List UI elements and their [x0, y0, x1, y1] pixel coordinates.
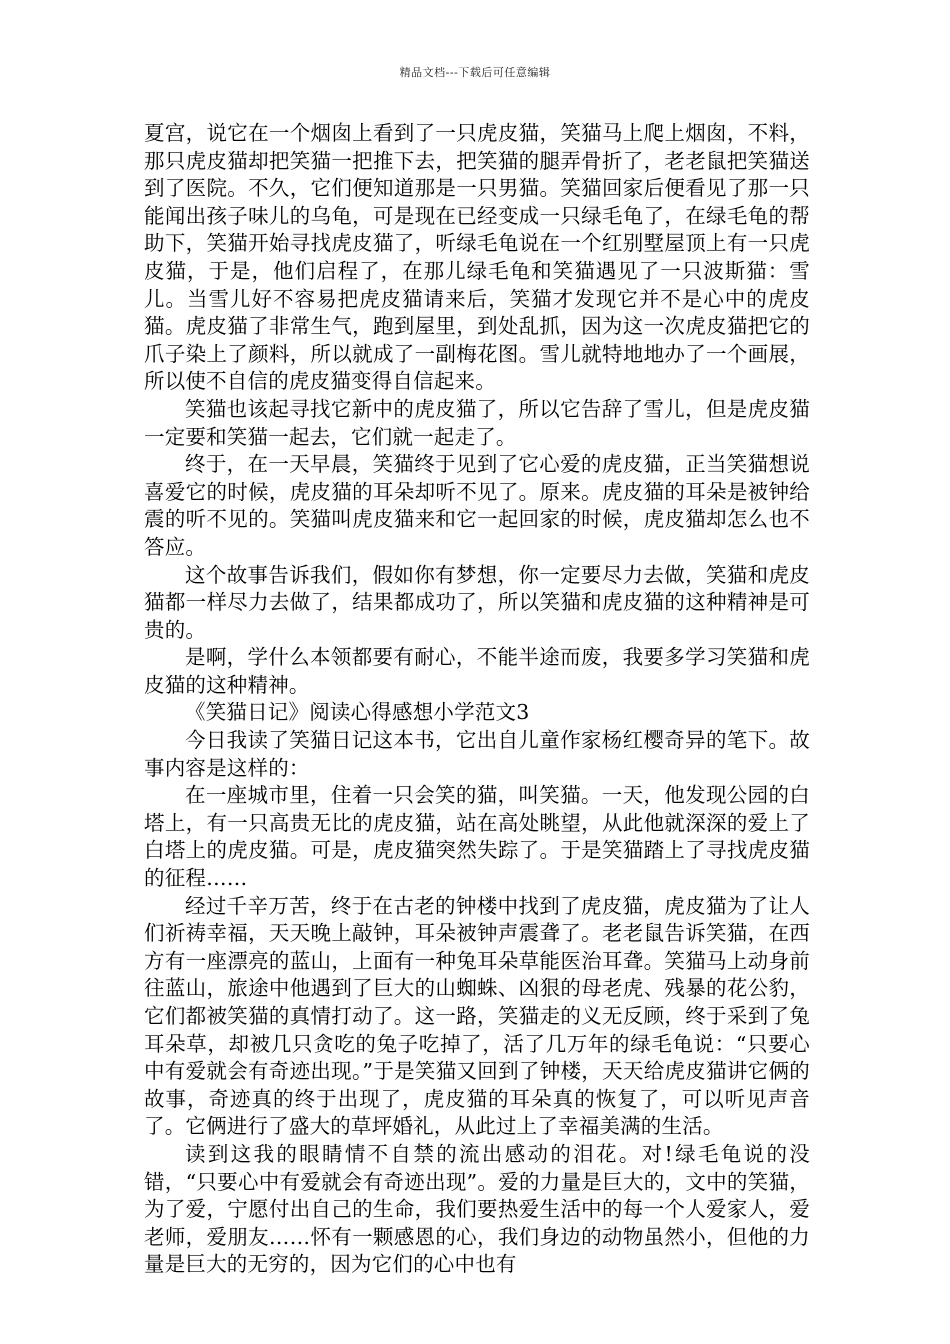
section-heading: 《笑猫日记》阅读心得感想小学范文3 — [185, 700, 530, 725]
paragraph-10: 读到这我的眼睛情不自禁的流出感动的泪花。对!绿毛龟说的没错，“只要心中有爱就会有奇迹出现”。爱的力量是巨大的，文中的笑猫，为了爱，宁愿付出自己的生命，我们要热爱生活中的每一个人爱家人，爱老师，爱朋友……怀有一颗感恩的心，我们身边的动物虽然小，但他的力量是巨大的无穷的，因为它们的心中也有 — [144, 1141, 810, 1277]
page-header: 精品文档---下载后可任意编辑 — [399, 66, 551, 79]
paragraph-8: 在一座城市里，住着一只会笑的猫，叫笑猫。一天，他发现公园的白塔上，有一只高贵无比的虎皮猫，站在高处眺望，从此他就深深的爱上了白塔上的虎皮猫。可是，虎皮猫突然失踪了。于是笑猫踏上了寻找虎皮猫的征程…… — [144, 783, 810, 891]
document-body — [144, 120, 810, 1279]
paragraph-4: 这个故事告诉我们，假如你有梦想，你一定要尽力去做，笑猫和虎皮猫都一样尽力去做了，结果都成功了，所以笑猫和虎皮猫的这种精神是可贵的。 — [144, 562, 810, 642]
paragraph-3: 终于，在一天早晨，笑猫终于见到了它心爱的虎皮猫，正当笑猫想说喜爱它的时候，虎皮猫的耳朵却听不见了。原来。虎皮猫的耳朵是被钟给震的听不见的。笑猫叫虎皮猫来和它一起回家的时候，虎皮猫却怎么也不答应。 — [144, 452, 810, 559]
paragraph-5: 是啊，学什么本领都要有耐心，不能半途而废，我要多学习笑猫和虎皮猫的这种精神。 — [144, 645, 810, 697]
paragraph-7: 今日我读了笑猫日记这本书，它出自儿童作家杨红樱奇异的笔下。故事内容是这样的： — [144, 728, 810, 780]
paragraph-2: 笑猫也该起寻找它新中的虎皮猫了，所以它告辞了雪儿，但是虎皮猫一定要和笑猫一起去，它们就一起走了。 — [144, 396, 810, 449]
paragraph-1: 夏宫，说它在一个烟囱上看到了一只虎皮猫，笑猫马上爬上烟囱，不料，那只虎皮猫却把笑猫一把推下去，把笑猫的腿弄骨折了，老老鼠把笑猫送到了医院。不久，它们便知道那是一只男猫。笑猫回家后便看见了那一只能闻出孩子味儿的乌龟，可是现在已经变成一只绿毛龟了，在绿毛龟的帮助下，笑猫开始寻找虎皮猫了，听绿毛龟说在一个红别墅屋顶上有一只虎皮猫，于是，他们启程了，在那儿绿毛龟和笑猫遇见了一只波斯猫：雪儿。当雪儿好不容易把虎皮猫请来后，笑猫才发现它并不是心中的虎皮猫。虎皮猫了非常生气，跑到屋里，到处乱抓，因为这一次虎皮猫把它的爪子染上了颜料，所以就成了一副梅花图。雪儿就特地地办了一个画展，所以使不自信的虎皮猫变得自信起来。 — [144, 121, 810, 394]
paragraph-9: 经过千辛万苦，终于在古老的钟楼中找到了虎皮猫，虎皮猫为了让人们祈祷幸福，天天晚上敲钟，耳朵被钟声震聋了。老老鼠告诉笑猫，在西方有一座漂亮的蓝山，上面有一种兔耳朵草能医治耳聋。笑猫马上动身前往蓝山，旅途中他遇到了巨大的山蜘蛛、凶狠的母老虎、残暴的花公豹，它们都被笑猫的真情打动了。这一路，笑猫走的义无反顾，终于采到了兔耳朵草，却被几只贪吃的兔子吃掉了，活了几万年的绿毛龟说：“只要心中有爱就会有奇迹出现。”于是笑猫又回到了钟楼，天天给虎皮猫讲它俩的故事，奇迹真的终于出现了，虎皮猫的耳朵真的恢复了，可以听见声音了。它俩进行了盛大的草坪婚礼，从此过上了幸福美满的生活。 — [144, 893, 810, 1139]
